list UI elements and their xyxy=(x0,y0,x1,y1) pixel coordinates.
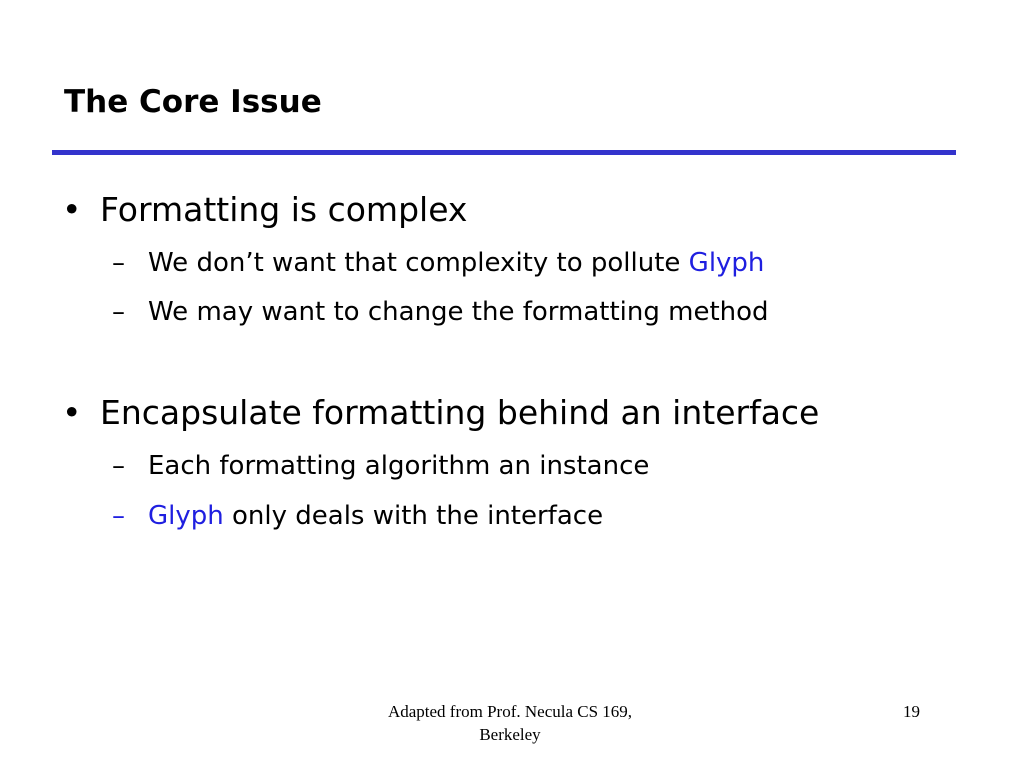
glyph-highlight: Glyph xyxy=(148,501,224,531)
sub-bullet-text-plain: Each formatting algorithm an instance xyxy=(148,451,650,481)
sub-bullet-text xyxy=(148,499,603,533)
dash-marker: – xyxy=(112,501,125,531)
sub-bullet-text xyxy=(148,449,649,483)
title-underline-rule xyxy=(52,150,956,155)
footer-source xyxy=(350,700,670,746)
bullet-text: Encapsulate formatting behind an interface xyxy=(100,393,820,432)
slide-title: The Core Issue xyxy=(64,84,322,120)
footer-source-line: Adapted from Prof. Necula CS 169, xyxy=(387,702,633,721)
dash-marker: – xyxy=(112,248,125,278)
dash-marker: – xyxy=(112,451,125,481)
sub-bullet-text xyxy=(148,246,764,280)
dash-marker: – xyxy=(112,297,125,327)
bullet-marker: • xyxy=(62,393,82,432)
sub-bullet-text-plain: We don’t want that complexity to pollute xyxy=(148,248,689,278)
sub-bullet-text-after: only deals with the interface xyxy=(223,501,604,531)
sub-bullet-text-plain: We may want to change the formatting method xyxy=(148,297,769,327)
page-number: 19 xyxy=(903,702,920,721)
glyph-highlight: Glyph xyxy=(688,248,765,278)
sub-bullet-text xyxy=(148,295,769,329)
footer-source-line: Berkeley xyxy=(479,725,541,744)
bullet-marker: • xyxy=(62,190,82,229)
bullet-text: Formatting is complex xyxy=(100,190,468,229)
